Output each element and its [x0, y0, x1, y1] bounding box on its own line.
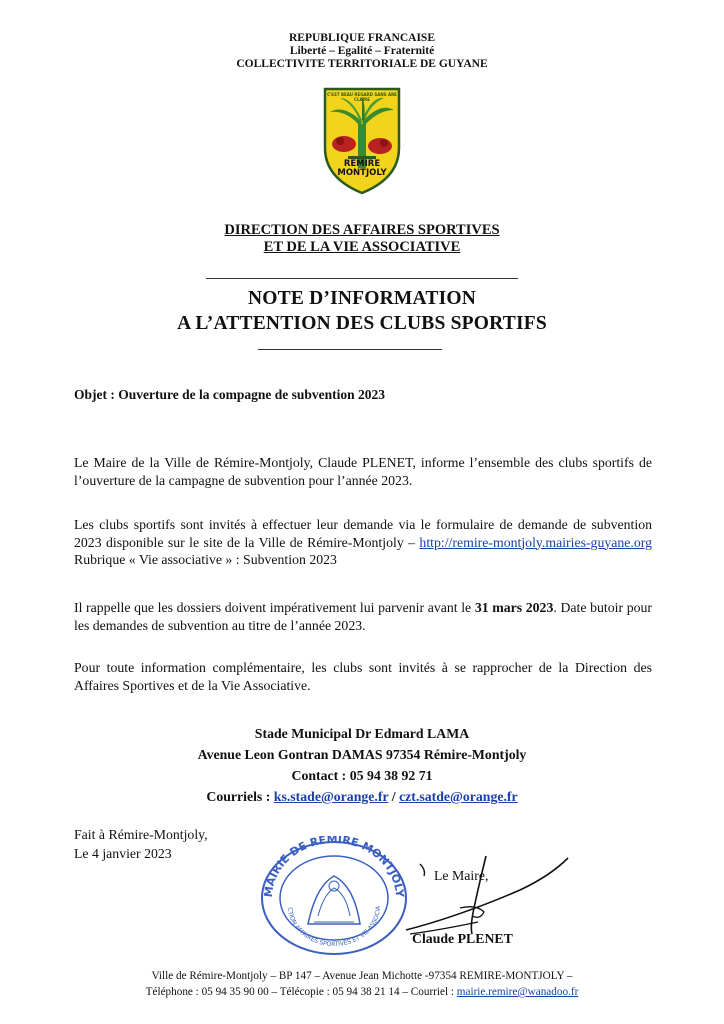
deadline-date: 31 mars 2023	[474, 600, 554, 615]
paragraph-2-rubrique: Rubrique « Vie associative » : Subvention 2023	[74, 552, 337, 567]
email-link-2[interactable]: czt.satde@orange.fr	[399, 789, 518, 804]
header-devise: Liberté – Egalité – Fraternité	[289, 45, 435, 57]
contact-place: Stade Municipal Dr Edmard LAMA	[254, 726, 470, 741]
paragraph-2-text: Les clubs sportifs sont invités à effectuer leur demande via le formulaire de demande de subvention 2023 disponible sur le site de la Ville de Rémire-Montjoly –	[74, 517, 652, 550]
emails-label: Courriels :	[206, 789, 274, 804]
page-title-line2: A L’ATTENTION DES CLUBS SPORTIFS	[177, 313, 547, 334]
signature-name: Claude PLENET	[412, 931, 513, 946]
paragraph-3-text: Il rappelle que les dossiers doivent impérativement lui parvenir avant le	[74, 600, 475, 615]
page-title-line1: NOTE D’INFORMATION	[247, 288, 477, 309]
contact-street: Avenue Leon Gontran DAMAS 97354 Rémire-Montjoly	[197, 747, 527, 762]
official-stamp	[258, 836, 410, 956]
direction-line1: DIRECTION DES AFFAIRES SPORTIVES	[224, 222, 500, 238]
paragraph-3-end: . Date butoir pour les demandes de subvention au titre de l’année 2023.	[74, 600, 652, 633]
emails-separator: /	[388, 789, 400, 804]
objet-line: Objet : Ouverture de la compagne de subvention 2023	[74, 387, 385, 402]
svg-text:DIRECTION AFFAIRES SPORTIVES E: CTION AFFAIRES SPORTIVES ET VIE ASSOCIA	[285, 906, 383, 949]
signoff-date: Le 4 janvier 2023	[74, 846, 172, 861]
footer-phones: Téléphone : 05 94 35 90 00 – Télécopie : 05 94 38 21 14 – Courriel :	[145, 986, 457, 998]
footer-contacts	[0, 984, 724, 1000]
signature-scribble-icon	[400, 850, 580, 940]
paragraph-2	[74, 516, 652, 569]
contact-emails	[0, 787, 724, 807]
signoff-place: Fait à Rémire-Montjoly,	[74, 827, 208, 842]
direction-line2: ET DE LA VIE ASSOCIATIVE	[263, 239, 461, 255]
header-republique: REPUBLIQUE FRANCAISE	[288, 32, 435, 44]
stamp-seal-icon	[258, 836, 410, 956]
signature-role: Le Maire,	[434, 868, 489, 883]
shield-icon	[322, 86, 402, 196]
footer-email-link[interactable]: mairie.remire@wanadoo.fr	[456, 986, 579, 998]
email-link-1[interactable]: ks.stade@orange.fr	[273, 789, 389, 804]
website-link[interactable]: http://remire-montjoly.mairies-guyane.org	[419, 534, 652, 550]
logo-name-line1: REMIRE	[343, 159, 381, 169]
paragraph-1: Le Maire de la Ville de Rémire-Montjoly, Claude PLENET, informe l’ensemble des clubs sportifs de l’ouverture de la campagne de subvention pour l’année 2023.	[74, 455, 652, 488]
logo-name-line2: MONTJOLY	[337, 168, 387, 178]
handwritten-signature	[400, 850, 580, 940]
city-logo	[322, 86, 402, 196]
divider-bottom	[258, 349, 442, 350]
paragraph-4: Pour toute information complémentaire, les clubs sont invités à se rapprocher de la Direction des Affaires Sportives et de la Vie Associative.	[74, 660, 652, 693]
logo-motto: C'EST BEAU REGARD SANS ARE CLAIRE	[327, 92, 397, 102]
contact-phone: Contact : 05 94 38 92 71	[291, 768, 433, 783]
header-collectivite: COLLECTIVITE TERRITORIALE DE GUYANE	[236, 58, 488, 70]
paragraph-3	[74, 599, 652, 634]
svg-text:MAIRIE DE REMIRE MONTJOLY: MAIRIE DE REMIRE MONTJOLY	[261, 836, 407, 898]
footer-address: Ville de Rémire-Montjoly – BP 147 – Avenue Jean Michotte -97354 REMIRE-MONTJOLY –	[151, 970, 573, 982]
divider-top	[206, 278, 518, 279]
